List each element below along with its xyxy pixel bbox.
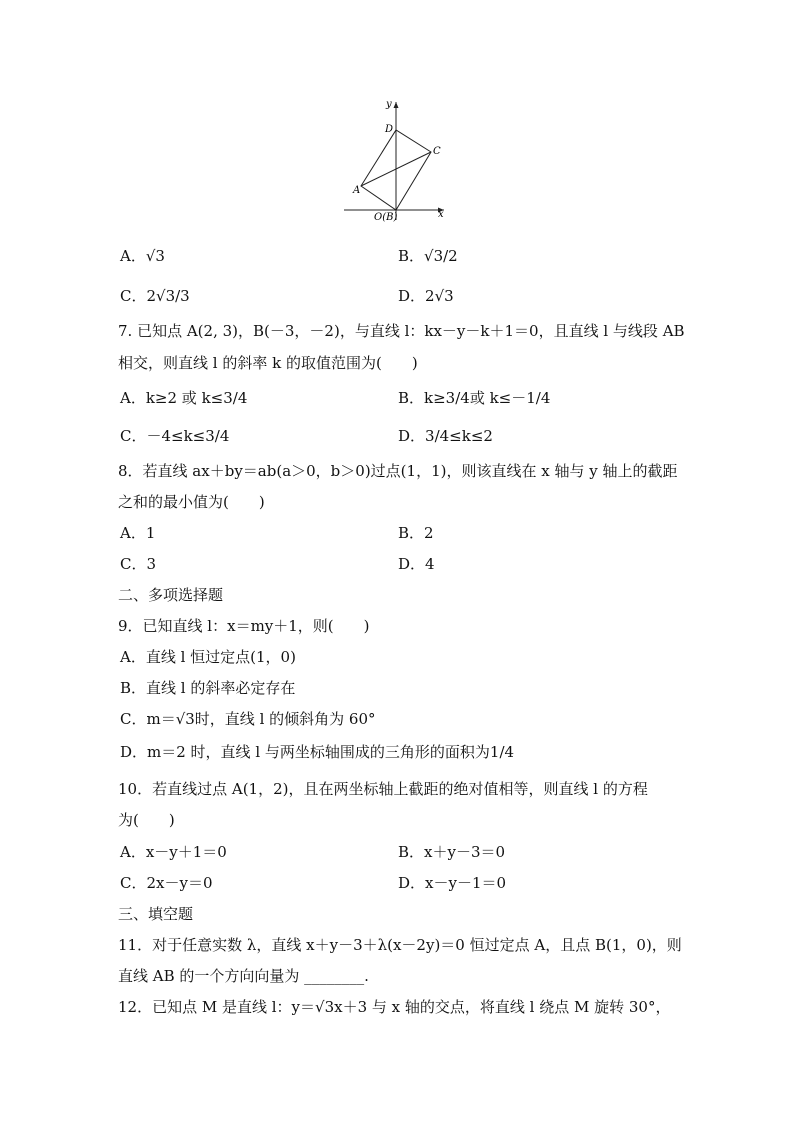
q11-stem-line1: 11．对于任意实数 λ，直线 x＋y－3＋λ(x－2y)＝0 恒过定点 A，且点 B(1，0)，则 — [118, 936, 682, 954]
q11-stem-line2: 直线 AB 的一个方向向量为 ________. — [118, 967, 369, 985]
q10-stem-line1: 10．若直线过点 A(1，2)，且在两坐标轴上截距的绝对值相等，则直线 l 的方程 — [118, 780, 648, 798]
label-y: y — [386, 99, 392, 110]
q8-stem-line1: 8．若直线 ax＋by＝ab(a＞0，b＞0)过点(1，1)，则该直线在 x 轴与 y 轴上的截距 — [118, 462, 678, 480]
section-heading-multiple-choice: 二、多项选择题 — [118, 586, 224, 604]
geometry-figure — [340, 96, 460, 226]
q8-option-c: C．3 — [120, 555, 157, 573]
q8-option-a: A．1 — [120, 524, 156, 542]
q10-option-b: B．x＋y－3＝0 — [398, 843, 506, 861]
q10-option-c: C．2x－y＝0 — [120, 874, 213, 892]
section-heading-fill-in: 三、填空题 — [118, 905, 194, 923]
q7-option-a: A．k≥2 或 k≤3/4 — [120, 389, 248, 407]
q7-option-b: B．k≥3/4或 k≤－1/4 — [398, 389, 551, 407]
label-a: A — [353, 185, 361, 196]
y-axis-arrow-icon — [394, 102, 399, 108]
label-c: C — [433, 146, 441, 157]
q9-option-b: B．直线 l 的斜率必定存在 — [120, 679, 296, 697]
q8-stem-line2: 之和的最小值为( ) — [118, 493, 265, 511]
q10-option-d: D．x－y－1＝0 — [398, 874, 507, 892]
q10-stem-line2: 为( ) — [118, 811, 175, 829]
q6-option-a: A．√3 — [120, 247, 165, 265]
q7-option-d: D．3/4≤k≤2 — [398, 427, 493, 445]
q9-option-a: A．直线 l 恒过定点(1，0) — [120, 648, 296, 666]
q12-stem-line1: 12．已知点 M 是直线 l：y＝√3x＋3 与 x 轴的交点，将直线 l 绕点 M 旋转 30°， — [118, 998, 671, 1016]
q6-option-b: B．√3/2 — [398, 247, 458, 265]
q7-option-c: C．－4≤k≤3/4 — [120, 427, 230, 445]
label-x: x — [438, 209, 444, 220]
q10-option-a: A．x－y＋1＝0 — [120, 843, 227, 861]
q8-option-b: B．2 — [398, 524, 434, 542]
q9-option-c: C．m＝√3时，直线 l 的倾斜角为 60° — [120, 710, 376, 728]
q6-option-d: D．2√3 — [398, 287, 454, 305]
label-ob: O(B) — [374, 212, 398, 223]
q7-stem-line1: 7. 已知点 A(2, 3)，B(－3，－2)，与直线 l：kx－y－k＋1＝0，且直线 l 与线段 AB — [118, 322, 685, 340]
q6-option-c: C．2√3/3 — [120, 287, 190, 305]
q7-stem-line2: 相交，则直线 l 的斜率 k 的取值范围为( ) — [118, 354, 418, 372]
q9-option-d: D．m＝2 时，直线 l 与两坐标轴围成的三角形的面积为1/4 — [120, 743, 515, 761]
q8-option-d: D．4 — [398, 555, 435, 573]
label-d: D — [385, 124, 394, 135]
q9-stem: 9．已知直线 l：x＝my＋1，则( ) — [118, 617, 370, 635]
